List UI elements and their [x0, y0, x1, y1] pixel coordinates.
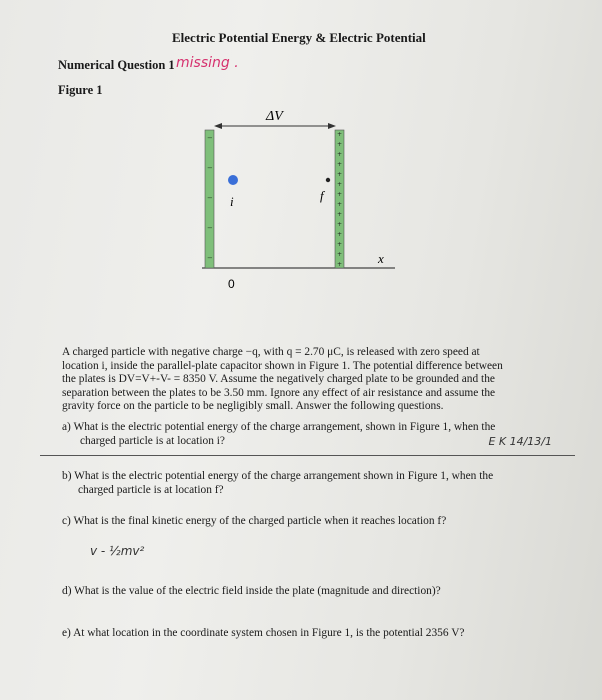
- problem-line-4: separation between the plates to be 3.50 mm. Ignore any effect of air resistance and assume the: [62, 386, 496, 399]
- svg-text:+: +: [337, 241, 343, 248]
- svg-text:+: +: [337, 251, 343, 258]
- arrow-head-right: [328, 123, 336, 129]
- svg-text:+: +: [337, 231, 343, 238]
- svg-text:+: +: [337, 191, 343, 198]
- question-c-line-1: c) What is the final kinetic energy of the charged particle when it reaches location f?: [62, 515, 447, 527]
- svg-text:−: −: [207, 164, 213, 172]
- svg-text:−: −: [207, 224, 213, 232]
- svg-text:−: −: [207, 194, 213, 202]
- page-title: Electric Potential Energy & Electric Potential: [172, 30, 426, 45]
- svg-text:+: +: [337, 261, 343, 268]
- svg-text:+: +: [337, 201, 343, 208]
- figure-label: Figure 1: [58, 83, 103, 97]
- question-b-line-2: charged particle is at location f?: [78, 483, 224, 496]
- handwritten-note: missing .: [176, 55, 239, 71]
- capacitor-diagram: [190, 100, 420, 300]
- question-b: [62, 470, 552, 497]
- problem-line-2: location i, inside the parallel-plate capacitor shown in Figure 1. The potential difference between: [62, 359, 503, 372]
- question-d: [62, 585, 552, 599]
- divider: [40, 455, 575, 456]
- question-label: Numerical Question 1: [58, 58, 175, 72]
- svg-text:−: −: [207, 134, 213, 142]
- problem-line-3: the plates is DV=V+-V- = 8350 V. Assume the negatively charged plate to be grounded and the: [62, 373, 495, 386]
- question-a: [62, 421, 552, 448]
- question-b-line-1: b) What is the electric potential energy of the charge arrangement shown in Figure 1, when the: [62, 470, 494, 482]
- question-a-handwriting: E K 14/13/1: [488, 434, 552, 448]
- label-origin: 0: [228, 277, 235, 291]
- problem-statement: [62, 346, 542, 414]
- svg-text:+: +: [337, 181, 343, 188]
- question-c-handwriting: v - ½mv²: [90, 543, 145, 558]
- svg-text:−: −: [207, 254, 213, 262]
- svg-text:+: +: [337, 161, 343, 168]
- final-location-dot: [326, 178, 330, 182]
- svg-text:+: +: [337, 171, 343, 178]
- label-i: i: [230, 194, 234, 209]
- question-d-line-1: d) What is the value of the electric field inside the plate (magnitude and direction)?: [62, 585, 441, 597]
- charged-particle: [228, 175, 238, 185]
- label-x: x: [378, 251, 384, 266]
- label-f: f: [320, 188, 324, 203]
- question-a-line-1: a) What is the electric potential energy of the charge arrangement, shown in Figure 1, when the: [62, 421, 496, 433]
- question-a-line-2: charged particle is at location i?: [80, 434, 225, 447]
- svg-text:+: +: [337, 131, 343, 138]
- svg-text:+: +: [337, 151, 343, 158]
- svg-text:+: +: [337, 141, 343, 148]
- arrow-head-left: [214, 123, 222, 129]
- problem-line-5: gravity force on the particle to be negligibly small. Answer the following questions.: [62, 400, 444, 413]
- delta-v-label: ΔV: [266, 109, 283, 124]
- question-c: [62, 515, 552, 558]
- question-e-line-1: e) At what location in the coordinate system chosen in Figure 1, is the potential 2356 V?: [62, 627, 465, 639]
- svg-text:+: +: [337, 211, 343, 218]
- problem-line-1: A charged particle with negative charge −q, with q = 2.70 μC, is released with zero speed at: [62, 346, 480, 358]
- svg-text:+: +: [337, 221, 343, 228]
- question-e: [62, 627, 552, 641]
